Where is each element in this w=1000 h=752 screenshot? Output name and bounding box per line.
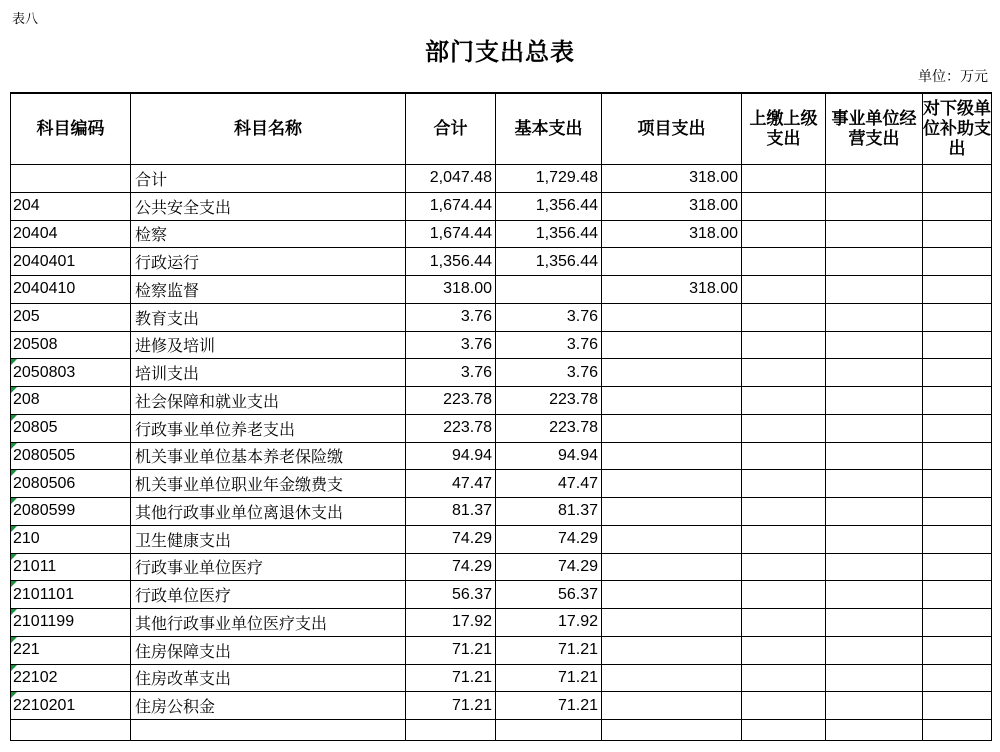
table-row xyxy=(11,192,992,220)
basic-cell: 1,356.44 xyxy=(496,192,602,220)
table-row xyxy=(11,414,992,442)
table-row xyxy=(11,359,992,387)
empty-cell xyxy=(406,720,496,741)
col-header-name: 科目名称 xyxy=(131,93,406,165)
expenditure-table xyxy=(10,92,992,741)
operation-cell xyxy=(826,220,923,248)
operation-cell xyxy=(826,248,923,276)
table-tag: 表八 xyxy=(12,12,39,27)
basic-cell: 81.37 xyxy=(496,498,602,526)
code-cell: 210 xyxy=(11,525,131,553)
name-cell: 机关事业单位职业年金缴费支 xyxy=(131,470,406,498)
remit-cell xyxy=(742,609,826,637)
project-cell xyxy=(602,609,742,637)
name-cell: 行政事业单位医疗 xyxy=(131,553,406,581)
name-cell: 住房公积金 xyxy=(131,692,406,720)
operation-cell xyxy=(826,664,923,692)
empty-cell xyxy=(11,720,131,741)
project-cell xyxy=(602,331,742,359)
table-row xyxy=(11,525,992,553)
operation-cell xyxy=(826,331,923,359)
basic-cell: 74.29 xyxy=(496,553,602,581)
subsidy-cell xyxy=(923,359,992,387)
remit-cell xyxy=(742,331,826,359)
remit-cell xyxy=(742,359,826,387)
code-cell: 2040401 xyxy=(11,248,131,276)
code-cell: 221 xyxy=(11,636,131,664)
remit-cell xyxy=(742,165,826,193)
name-cell: 社会保障和就业支出 xyxy=(131,387,406,415)
empty-cell xyxy=(131,720,406,741)
name-cell: 检察监督 xyxy=(131,276,406,304)
name-cell: 公共安全支出 xyxy=(131,192,406,220)
subsidy-cell xyxy=(923,303,992,331)
table-row xyxy=(11,387,992,415)
project-cell xyxy=(602,303,742,331)
empty-cell xyxy=(826,720,923,741)
basic-cell: 74.29 xyxy=(496,525,602,553)
remit-cell xyxy=(742,636,826,664)
total-cell: 223.78 xyxy=(406,387,496,415)
basic-cell: 71.21 xyxy=(496,636,602,664)
name-cell: 行政事业单位养老支出 xyxy=(131,414,406,442)
remit-cell xyxy=(742,692,826,720)
table-row xyxy=(11,664,992,692)
code-cell: 20404 xyxy=(11,220,131,248)
subsidy-cell xyxy=(923,553,992,581)
table-row xyxy=(11,692,992,720)
total-cell: 3.76 xyxy=(406,303,496,331)
code-cell: 2210201 xyxy=(11,692,131,720)
total-cell: 2,047.48 xyxy=(406,165,496,193)
table-row xyxy=(11,303,992,331)
project-cell xyxy=(602,525,742,553)
name-cell: 培训支出 xyxy=(131,359,406,387)
empty-cell xyxy=(923,720,992,741)
empty-cell xyxy=(496,720,602,741)
code-cell: 20805 xyxy=(11,414,131,442)
project-cell xyxy=(602,470,742,498)
remit-cell xyxy=(742,248,826,276)
total-cell: 1,356.44 xyxy=(406,248,496,276)
project-cell xyxy=(602,248,742,276)
basic-cell: 223.78 xyxy=(496,414,602,442)
name-cell: 住房保障支出 xyxy=(131,636,406,664)
name-cell: 合计 xyxy=(131,165,406,193)
subsidy-cell xyxy=(923,470,992,498)
operation-cell xyxy=(826,165,923,193)
remit-cell xyxy=(742,303,826,331)
code-cell: 2040410 xyxy=(11,276,131,304)
operation-cell xyxy=(826,414,923,442)
code-cell: 204 xyxy=(11,192,131,220)
remit-cell xyxy=(742,525,826,553)
basic-cell: 3.76 xyxy=(496,331,602,359)
code-cell: 20508 xyxy=(11,331,131,359)
total-cell: 3.76 xyxy=(406,331,496,359)
total-cell: 74.29 xyxy=(406,525,496,553)
remit-cell xyxy=(742,470,826,498)
name-cell: 行政单位医疗 xyxy=(131,581,406,609)
subsidy-cell xyxy=(923,442,992,470)
total-cell: 17.92 xyxy=(406,609,496,637)
operation-cell xyxy=(826,636,923,664)
col-header-code: 科目编码 xyxy=(11,93,131,165)
table-row xyxy=(11,636,992,664)
table-row xyxy=(11,553,992,581)
name-cell: 进修及培训 xyxy=(131,331,406,359)
operation-cell xyxy=(826,470,923,498)
name-cell: 教育支出 xyxy=(131,303,406,331)
code-cell xyxy=(11,165,131,193)
basic-cell: 1,729.48 xyxy=(496,165,602,193)
total-cell: 56.37 xyxy=(406,581,496,609)
name-cell: 其他行政事业单位医疗支出 xyxy=(131,609,406,637)
remit-cell xyxy=(742,192,826,220)
remit-cell xyxy=(742,553,826,581)
operation-cell xyxy=(826,692,923,720)
project-cell xyxy=(602,498,742,526)
code-cell: 2050803 xyxy=(11,359,131,387)
total-cell: 1,674.44 xyxy=(406,220,496,248)
subsidy-cell xyxy=(923,581,992,609)
subsidy-cell xyxy=(923,636,992,664)
total-cell: 94.94 xyxy=(406,442,496,470)
project-cell: 318.00 xyxy=(602,192,742,220)
remit-cell xyxy=(742,498,826,526)
subsidy-cell xyxy=(923,165,992,193)
subsidy-cell xyxy=(923,609,992,637)
empty-cell xyxy=(742,720,826,741)
col-header-project: 项目支出 xyxy=(602,93,742,165)
name-cell: 卫生健康支出 xyxy=(131,525,406,553)
remit-cell xyxy=(742,387,826,415)
total-cell: 71.21 xyxy=(406,664,496,692)
basic-cell: 94.94 xyxy=(496,442,602,470)
remit-cell xyxy=(742,664,826,692)
header-row xyxy=(11,93,992,165)
subsidy-cell xyxy=(923,525,992,553)
basic-cell: 56.37 xyxy=(496,581,602,609)
total-cell: 47.47 xyxy=(406,470,496,498)
remit-cell xyxy=(742,276,826,304)
basic-cell: 47.47 xyxy=(496,470,602,498)
subsidy-cell xyxy=(923,387,992,415)
table-row xyxy=(11,581,992,609)
name-cell: 检察 xyxy=(131,220,406,248)
total-cell: 1,674.44 xyxy=(406,192,496,220)
table-row xyxy=(11,165,992,193)
total-cell: 71.21 xyxy=(406,692,496,720)
remit-cell xyxy=(742,220,826,248)
col-header-operation: 事业单位经营支出 xyxy=(826,93,923,165)
project-cell: 318.00 xyxy=(602,276,742,304)
code-cell: 2080506 xyxy=(11,470,131,498)
name-cell: 其他行政事业单位离退休支出 xyxy=(131,498,406,526)
subsidy-cell xyxy=(923,664,992,692)
operation-cell xyxy=(826,498,923,526)
name-cell: 行政运行 xyxy=(131,248,406,276)
operation-cell xyxy=(826,581,923,609)
project-cell: 318.00 xyxy=(602,220,742,248)
remit-cell xyxy=(742,581,826,609)
basic-cell: 71.21 xyxy=(496,692,602,720)
empty-cell xyxy=(602,720,742,741)
table-row xyxy=(11,248,992,276)
project-cell xyxy=(602,414,742,442)
table-row xyxy=(11,470,992,498)
table-row xyxy=(11,276,992,304)
project-cell xyxy=(602,387,742,415)
basic-cell: 1,356.44 xyxy=(496,220,602,248)
basic-cell: 1,356.44 xyxy=(496,248,602,276)
project-cell xyxy=(602,664,742,692)
project-cell xyxy=(602,581,742,609)
total-cell: 71.21 xyxy=(406,636,496,664)
basic-cell: 17.92 xyxy=(496,609,602,637)
project-cell xyxy=(602,636,742,664)
subsidy-cell xyxy=(923,331,992,359)
code-cell: 21011 xyxy=(11,553,131,581)
table-row xyxy=(11,442,992,470)
operation-cell xyxy=(826,553,923,581)
subsidy-cell xyxy=(923,276,992,304)
total-cell: 81.37 xyxy=(406,498,496,526)
table-row xyxy=(11,331,992,359)
code-cell: 2101101 xyxy=(11,581,131,609)
col-header-total: 合计 xyxy=(406,93,496,165)
operation-cell xyxy=(826,442,923,470)
subsidy-cell xyxy=(923,414,992,442)
remit-cell xyxy=(742,414,826,442)
unit-label: 单位：万元 xyxy=(918,69,988,85)
project-cell xyxy=(602,553,742,581)
total-cell: 223.78 xyxy=(406,414,496,442)
project-cell: 318.00 xyxy=(602,165,742,193)
code-cell: 22102 xyxy=(11,664,131,692)
subsidy-cell xyxy=(923,692,992,720)
project-cell xyxy=(602,692,742,720)
code-cell: 2080599 xyxy=(11,498,131,526)
basic-cell: 223.78 xyxy=(496,387,602,415)
total-cell: 74.29 xyxy=(406,553,496,581)
remit-cell xyxy=(742,442,826,470)
col-header-remit: 上缴上级支出 xyxy=(742,93,826,165)
subsidy-cell xyxy=(923,220,992,248)
operation-cell xyxy=(826,525,923,553)
col-header-subsidy: 对下级单位补助支出 xyxy=(923,93,992,165)
operation-cell xyxy=(826,387,923,415)
project-cell xyxy=(602,442,742,470)
operation-cell xyxy=(826,359,923,387)
code-cell: 205 xyxy=(11,303,131,331)
operation-cell xyxy=(826,192,923,220)
operation-cell xyxy=(826,276,923,304)
operation-cell xyxy=(826,609,923,637)
code-cell: 2101199 xyxy=(11,609,131,637)
basic-cell xyxy=(496,276,602,304)
table-row-empty xyxy=(11,720,992,741)
subsidy-cell xyxy=(923,192,992,220)
basic-cell: 3.76 xyxy=(496,303,602,331)
operation-cell xyxy=(826,303,923,331)
basic-cell: 3.76 xyxy=(496,359,602,387)
total-cell: 3.76 xyxy=(406,359,496,387)
code-cell: 2080505 xyxy=(11,442,131,470)
total-cell: 318.00 xyxy=(406,276,496,304)
subsidy-cell xyxy=(923,248,992,276)
page-title: 部门支出总表 xyxy=(425,37,575,66)
table-row xyxy=(11,498,992,526)
subsidy-cell xyxy=(923,498,992,526)
code-cell: 208 xyxy=(11,387,131,415)
name-cell: 住房改革支出 xyxy=(131,664,406,692)
name-cell: 机关事业单位基本养老保险缴 xyxy=(131,442,406,470)
table-row xyxy=(11,609,992,637)
basic-cell: 71.21 xyxy=(496,664,602,692)
col-header-basic: 基本支出 xyxy=(496,93,602,165)
project-cell xyxy=(602,359,742,387)
table-row xyxy=(11,220,992,248)
